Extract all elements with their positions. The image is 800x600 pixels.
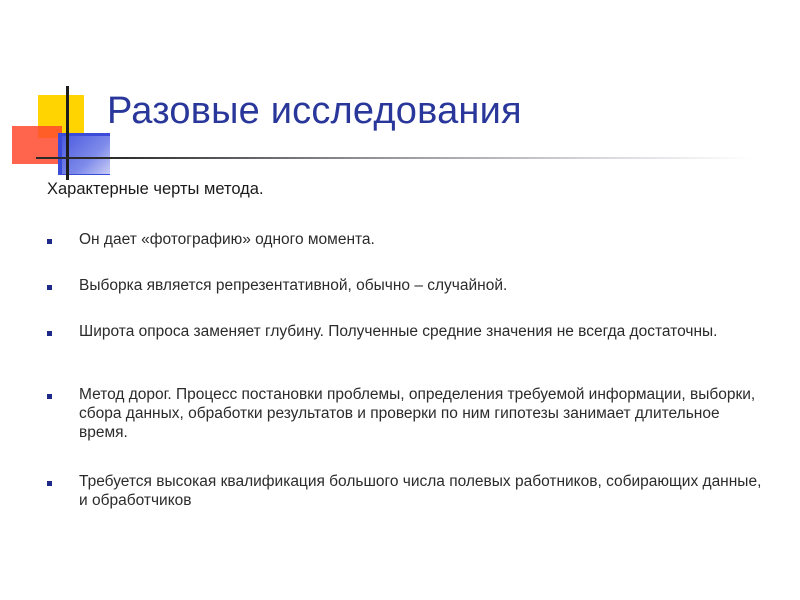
square-bullet-icon	[47, 331, 52, 336]
list-item-text: Широта опроса заменяет глубину. Полученные средние значения не всегда достаточны.	[79, 323, 718, 340]
decorative-vertical-line	[66, 86, 69, 180]
list-item-text: Выборка является репрезентативной, обычно – случайной.	[79, 277, 508, 294]
decorative-blue-gradient	[62, 136, 110, 174]
square-bullet-icon	[47, 239, 52, 244]
title-underline	[36, 157, 752, 159]
square-bullet-icon	[47, 394, 52, 399]
slide-title: Разовые исследования	[107, 90, 522, 132]
list-item-text: Он дает «фотографию» одного момента.	[79, 231, 375, 248]
slide-subtitle: Характерные черты метода.	[47, 180, 264, 198]
square-bullet-icon	[47, 481, 52, 486]
square-bullet-icon	[47, 285, 52, 290]
list-item-text: Требуется высокая квалификация большого числа полевых работников, собирающих данные, и обработчиков	[79, 473, 762, 509]
list-item-text: Метод дорог. Процесс постановки проблемы, определения требуемой информации, выборки, сбора данных, обработки результатов и проверки по ним гипотезы занимает длительное время.	[79, 386, 756, 441]
